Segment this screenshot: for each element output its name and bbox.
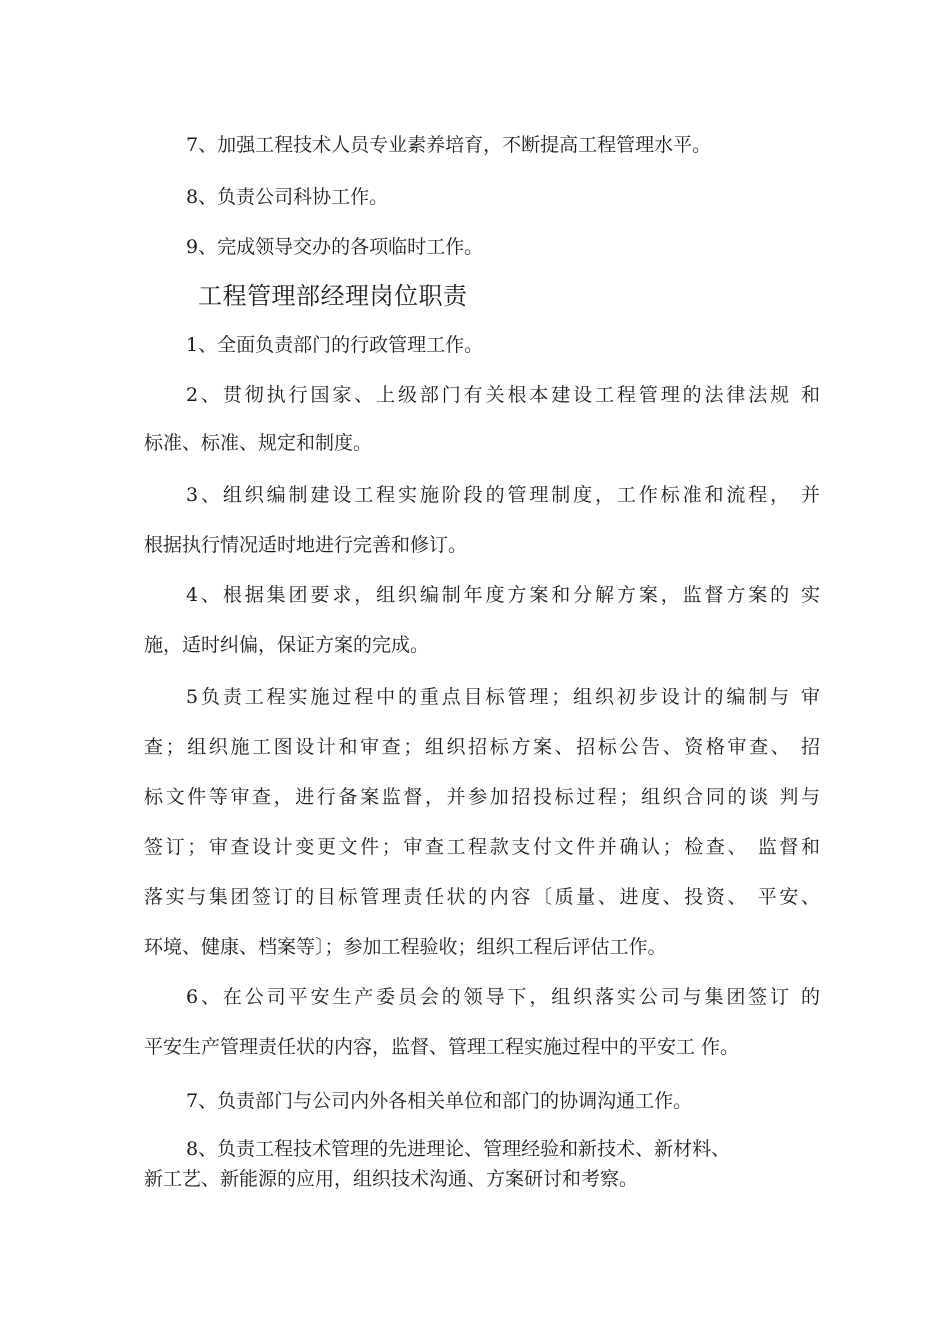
paragraph-line: 新工艺、新能源的应用，组织技术沟通、方案研讨和考察。: [144, 1168, 639, 1190]
paragraph-line: 2、贯彻执行国家、上级部门有关根本建设工程管理的法律法规 和: [186, 384, 820, 406]
paragraph-line: 6、在公司平安生产委员会的领导下，组织落实公司与集团签订 的: [186, 986, 820, 1008]
paragraph-line: 5负责工程实施过程中的重点目标管理；组织初步设计的编制与 审: [186, 686, 820, 708]
paragraph-line: 标准、标准、规定和制度。: [144, 432, 373, 454]
paragraph-line: 平安生产管理责任状的内容，监督、管理工程实施过程中的平安工 作。: [144, 1036, 740, 1058]
duty-item-9: 9、完成领导交办的各项临时工作。: [186, 236, 484, 258]
paragraph-line: 7、负责部门与公司内外各相关单位和部门的协调沟通工作。: [186, 1090, 693, 1112]
paragraph-line: 根据执行情况适时地进行完善和修订。: [144, 534, 468, 556]
paragraph-line: 标文件等审查，进行备案监督，并参加招投标过程；组织合同的谈 判与: [144, 786, 820, 808]
paragraph-line: 落实与集团签订的目标管理责任状的内容〔质量、进度、投资、 平安、: [144, 886, 820, 908]
paragraph-line: 1、全面负责部门的行政管理工作。: [186, 334, 484, 356]
paragraph-line: 4、根据集团要求，组织编制年度方案和分解方案，监督方案的 实: [186, 584, 820, 606]
paragraph-line: 3、组织编制建设工程实施阶段的管理制度，工作标准和流程， 并: [186, 484, 820, 506]
duty-item-8: 8、负责公司科协工作。: [186, 186, 389, 208]
section-title: 工程管理部经理岗位职责: [198, 282, 468, 310]
paragraph-line: 签订；审查设计变更文件；审查工程款支付文件并确认；检查、 监督和: [144, 836, 820, 858]
paragraph-line: 8、负责工程技术管理的先进理论、管理经验和新技术、新材料、: [186, 1138, 731, 1160]
paragraph-line: 环境、健康、档案等〕；参加工程验收；组织工程后评估工作。: [144, 936, 667, 958]
duty-item-7: 7、加强工程技术人员专业素养培育，不断提高工程管理水平。: [186, 134, 712, 156]
paragraph-line: 查；组织施工图设计和审查；组织招标方案、招标公告、资格审查、 招: [144, 736, 820, 758]
paragraph-line: 施，适时纠偏，保证方案的完成。: [144, 634, 430, 656]
